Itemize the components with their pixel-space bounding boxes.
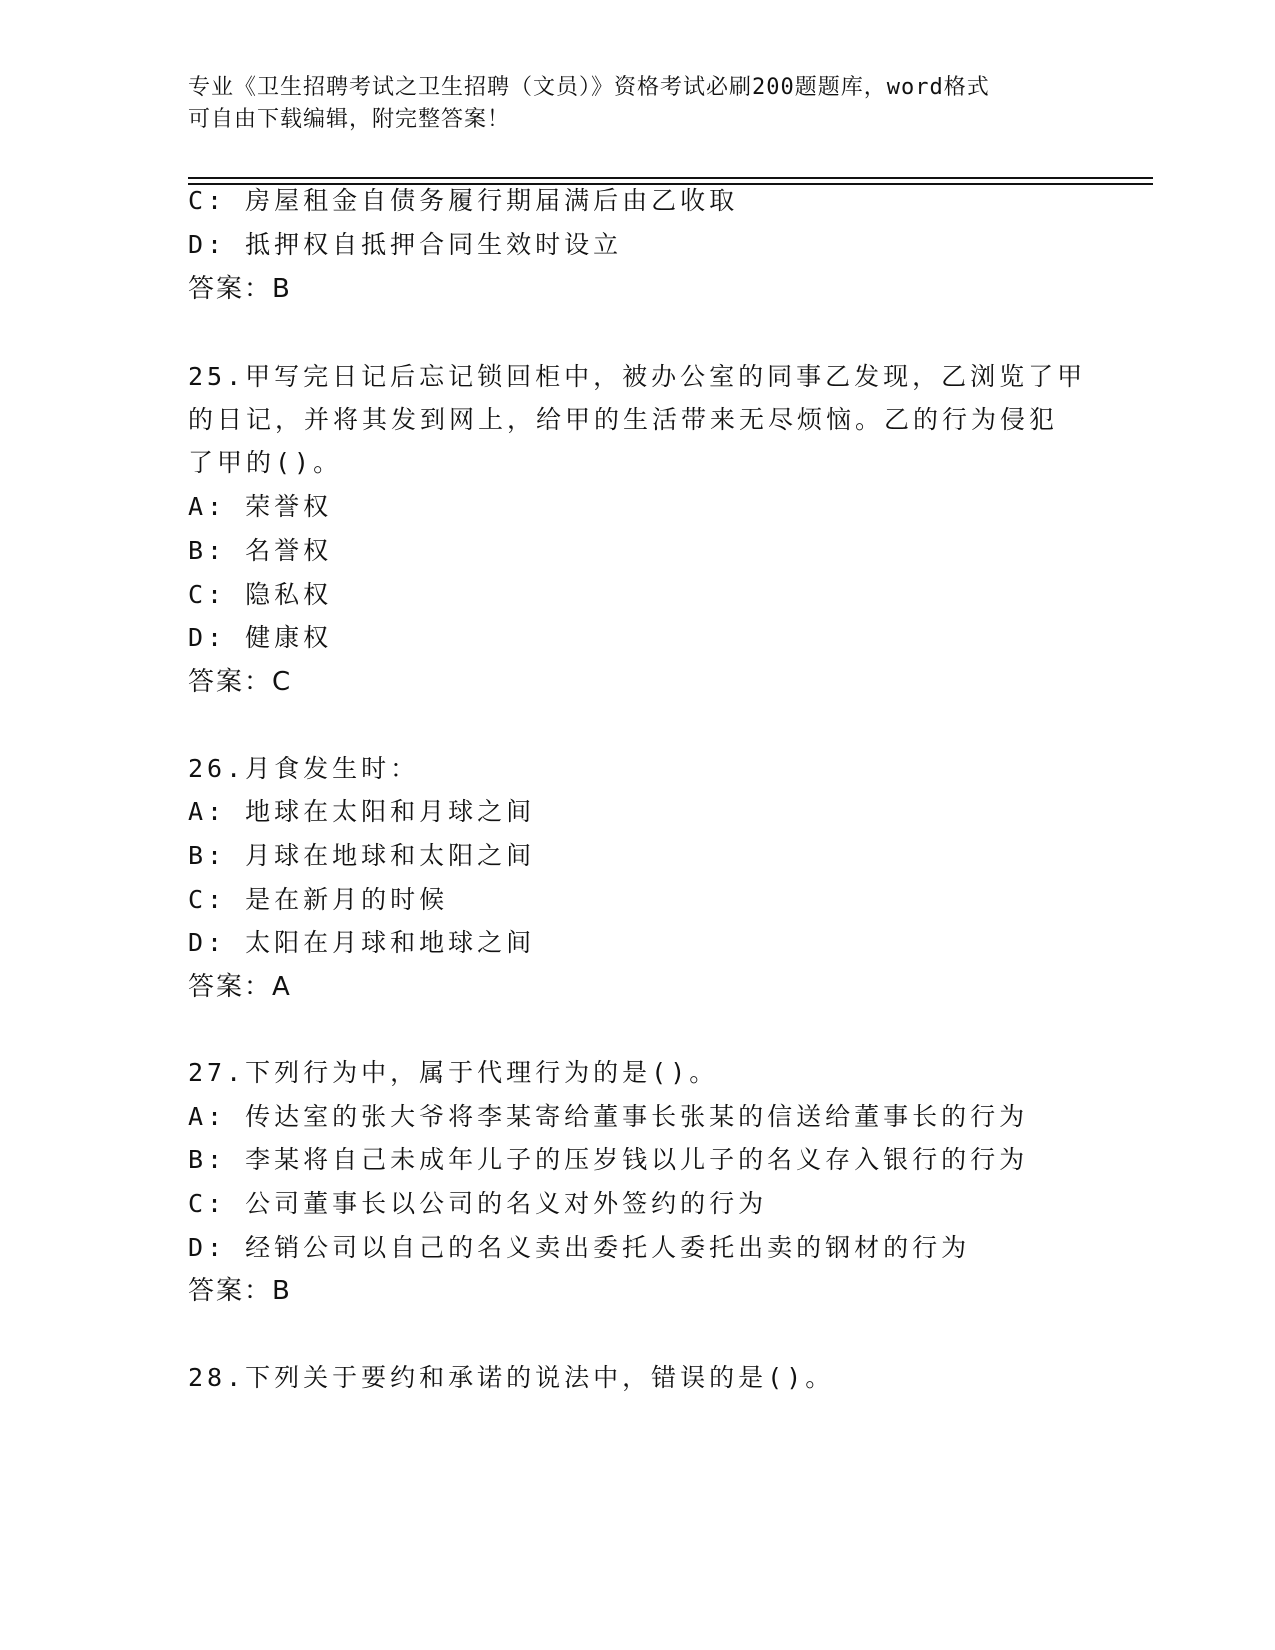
q26-stem-line-1: 26.月食发生时： — [188, 754, 420, 783]
q25-option-b: B: 名誉权 — [188, 536, 333, 565]
q27-answer: 答案：B — [188, 1276, 292, 1306]
prev-question-option-c: C: 房屋租金自债务履行期届满后由乙收取 — [188, 186, 739, 215]
q26-option-a: A: 地球在太阳和月球之间 — [188, 797, 536, 826]
q25-option-d: D: 健康权 — [188, 623, 333, 652]
q28-stem-line-1: 28.下列关于要约和承诺的说法中，错误的是()。 — [188, 1363, 835, 1392]
q25-stem-line-3: 了甲的()。 — [188, 448, 343, 477]
q25-stem-line-2: 的日记，并将其发到网上，给甲的生活带来无尽烦恼。乙的行为侵犯 — [188, 405, 1059, 434]
q26-option-b: B: 月球在地球和太阳之间 — [188, 841, 536, 870]
q27-stem-line-1: 27.下列行为中，属于代理行为的是()。 — [188, 1058, 719, 1087]
q25-option-a: A: 荣誉权 — [188, 492, 333, 521]
prev-question-option-d: D: 抵押权自抵押合同生效时设立 — [188, 230, 623, 259]
header-title-line-1: 专业《卫生招聘考试之卫生招聘（文员）》资格考试必刷200题题库，word格式 — [188, 75, 990, 100]
q26-answer: 答案：A — [188, 972, 292, 1002]
q25-answer: 答案：C — [188, 667, 293, 697]
document-header — [188, 72, 1088, 136]
q26-option-c: C: 是在新月的时候 — [188, 885, 449, 914]
q25-option-c: C: 隐私权 — [188, 580, 333, 609]
header-title-line-2: 可自由下载编辑，附完整答案！ — [188, 107, 511, 132]
header-divider-top — [188, 177, 1153, 179]
prev-question-answer: 答案：B — [188, 274, 292, 304]
q27-option-c: C: 公司董事长以公司的名义对外签约的行为 — [188, 1189, 768, 1218]
q27-option-d: D: 经销公司以自己的名义卖出委托人委托出卖的钢材的行为 — [188, 1233, 971, 1262]
q26-option-d: D: 太阳在月球和地球之间 — [188, 928, 536, 957]
q27-option-b: B: 李某将自己未成年儿子的压岁钱以儿子的名义存入银行的行为 — [188, 1145, 1029, 1174]
q25-stem-line-1: 25.甲写完日记后忘记锁回柜中，被办公室的同事乙发现，乙浏览了甲 — [188, 362, 1087, 391]
q27-option-a: A: 传达室的张大爷将李某寄给董事长张某的信送给董事长的行为 — [188, 1102, 1029, 1131]
